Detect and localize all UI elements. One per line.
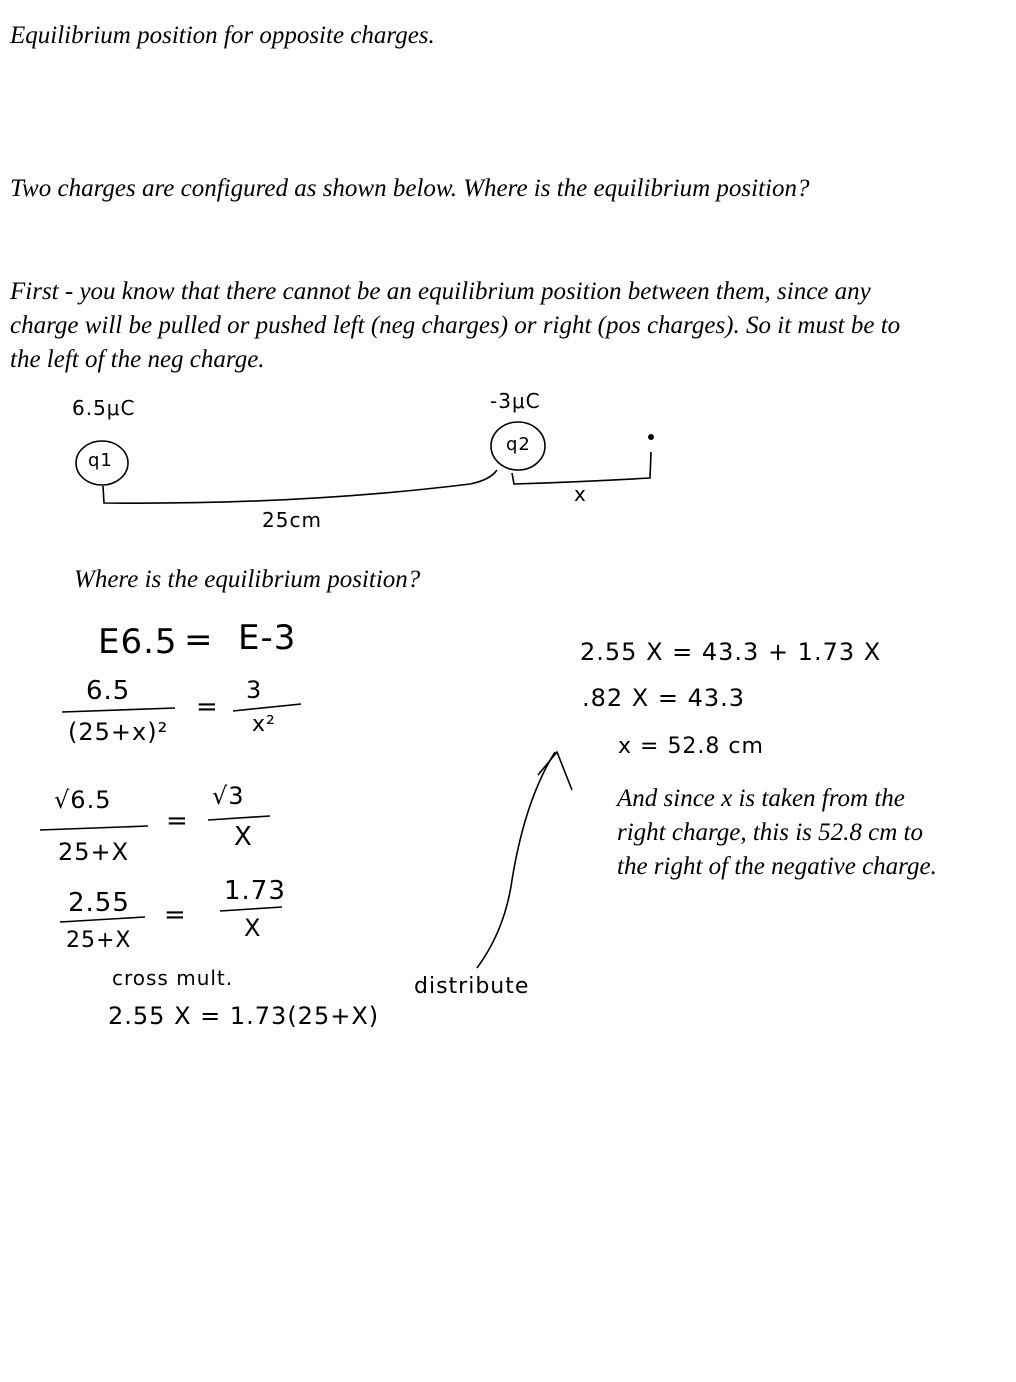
step2-lhs-denominator: (25+x)² <box>68 718 169 746</box>
question-repeat: Where is the equilibrium position? <box>74 566 421 593</box>
step4-rhs-denominator: X <box>244 914 262 942</box>
step3-lhs-denominator: 25+X <box>58 838 130 866</box>
reasoning-paragraph: First - you know that there cannot be an equilibrium position between them, since any charge will be pulled or pushed left (neg charges) or right (pos charges). So it must be to the left of the neg charge. <box>10 278 901 373</box>
step4-rhs-fraction-bar <box>220 907 282 911</box>
distribute-arrowhead <box>538 752 572 790</box>
cross-mult-note: cross mult. <box>112 966 234 990</box>
step2-rhs-fraction-bar <box>233 704 301 711</box>
separation-label: 25cm <box>262 508 322 532</box>
step2-rhs-numerator: 3 <box>246 676 263 704</box>
step2-lhs-fraction-bar <box>62 708 175 712</box>
cross-mult-equation: 2.55 X = 1.73(25+X) <box>108 1002 380 1030</box>
problem-statement: Two charges are configured as shown below. Where is the equilibrium position? <box>10 175 810 202</box>
step4-lhs-denominator: 25+X <box>66 928 132 953</box>
step5-equation: 2.55 X = 43.3 + 1.73 X <box>580 638 882 666</box>
step4-rhs-numerator: 1.73 <box>224 876 286 906</box>
step1-lhs: E6.5 <box>98 622 178 662</box>
step3-rhs-numerator: √3 <box>212 782 245 810</box>
charge2-value: -3μC <box>490 389 541 413</box>
result-equation: x = 52.8 cm <box>618 734 764 759</box>
step1-rhs: E-3 <box>238 618 297 658</box>
step4-equals: = <box>164 900 187 930</box>
step4-lhs-numerator: 2.55 <box>68 888 130 918</box>
distance-x-label: x <box>574 482 587 506</box>
step6-equation: .82 X = 43.3 <box>582 684 746 712</box>
step3-lhs-numerator: √6.5 <box>54 786 112 814</box>
step3-rhs-denominator: X <box>234 822 253 852</box>
step2-equals: = <box>196 692 219 722</box>
charge1-label: q1 <box>88 450 113 471</box>
step3-rhs-fraction-bar <box>208 816 270 820</box>
step2-rhs-denominator: x² <box>252 712 276 737</box>
charge2-label: q2 <box>506 434 531 455</box>
charge1-value: 6.5μC <box>72 396 136 420</box>
step1-equals: = <box>184 620 214 660</box>
distribute-note: distribute <box>414 974 530 999</box>
step2-lhs-numerator: 6.5 <box>86 676 131 706</box>
page-title: Equilibrium position for opposite charges. <box>10 22 435 49</box>
conclusion-paragraph: And since x is taken from the right charge, this is 52.8 cm to the right of the negative charge. <box>617 785 937 880</box>
distribute-arrow <box>477 752 555 968</box>
step3-equals: = <box>166 806 189 836</box>
step3-lhs-fraction-bar <box>40 826 148 830</box>
